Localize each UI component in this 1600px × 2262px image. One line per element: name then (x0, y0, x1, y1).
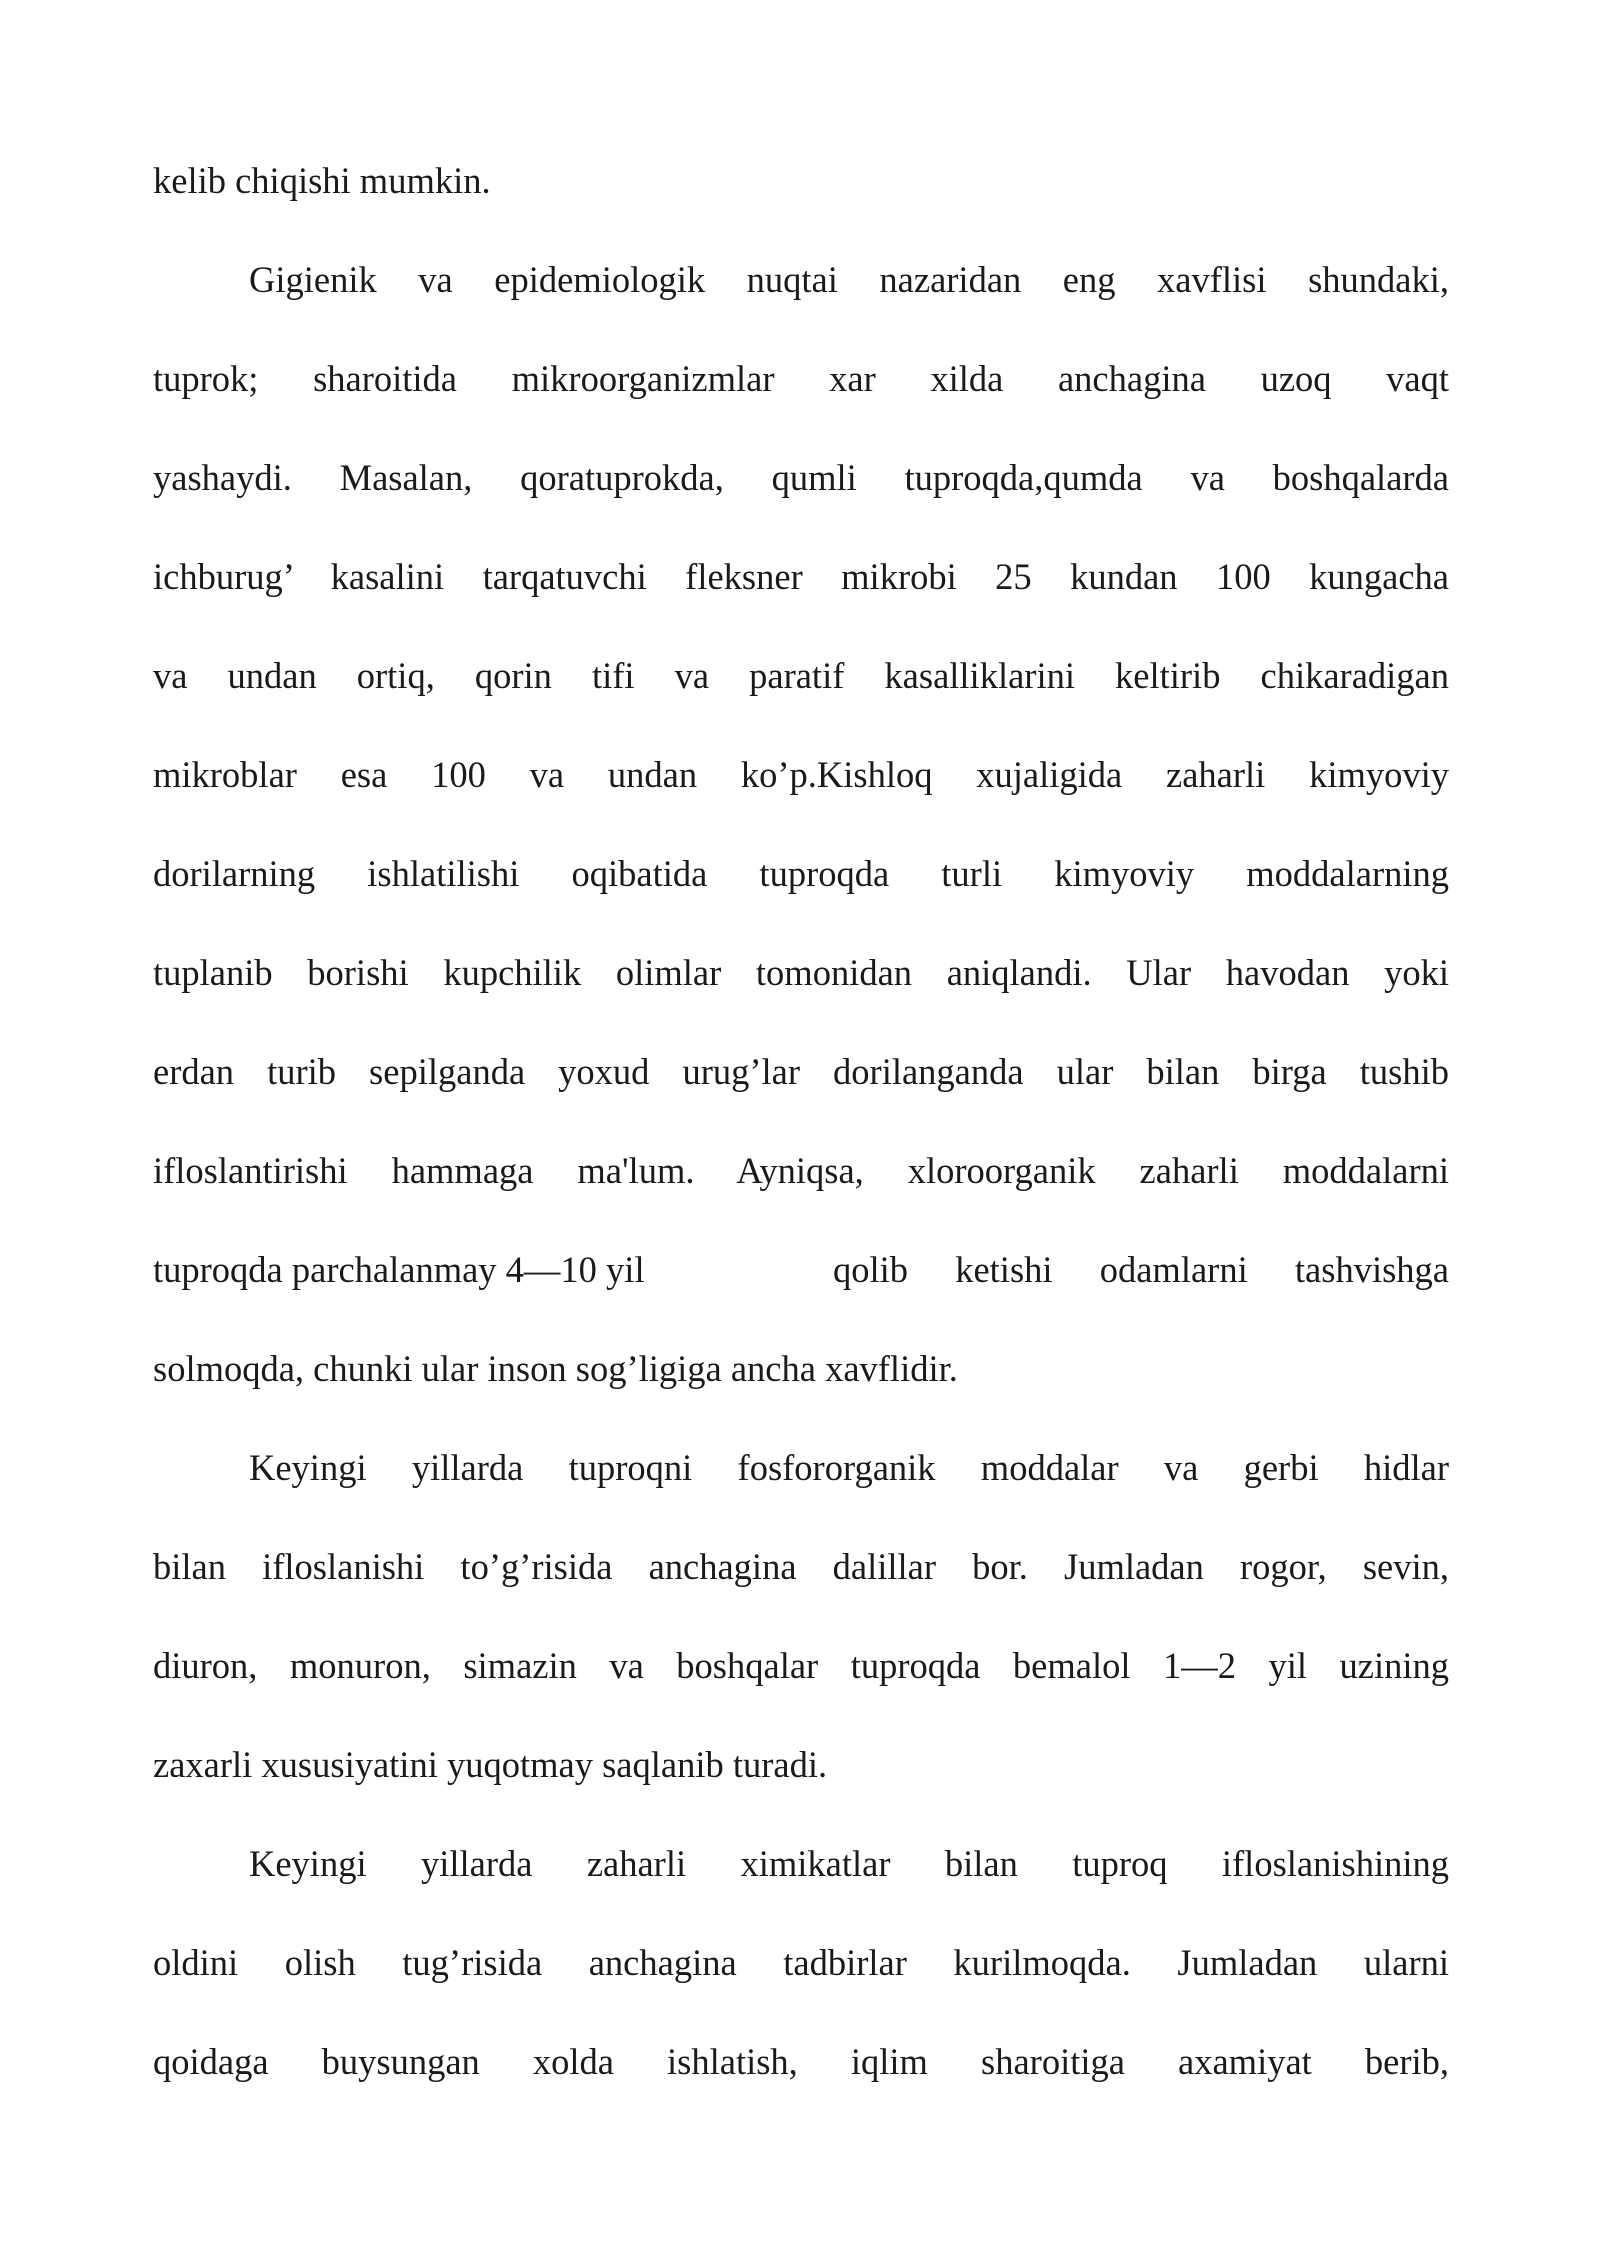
paragraph-first-line: Keyingi yillarda tuproqni fosfororganik moddalar va gerbi hidlar (249, 1447, 1449, 1488)
text-line: solmoqda, chunki ular inson sog’ligiga ancha xavflidir. (153, 1348, 958, 1389)
text-line: kelib chiqishi mumkin. (153, 160, 491, 201)
text-line-split (153, 1237, 1449, 1336)
paragraph-first-line: Keyingi yillarda zaharli ximikatlar bilan tuproq ifloslanishining (249, 1843, 1449, 1884)
text-line: zaxarli xususiyatini yuqotmay saqlanib turadi. (153, 1744, 828, 1785)
text-line: oldini olish tug’risida anchagina tadbirlar kurilmoqda. Jumladan ularni (153, 1942, 1449, 1983)
text-line: qoidaga buysungan xolda ishlatish, iqlim sharoitiga axamiyat berib, (153, 2041, 1449, 2082)
text-line: tuprok; sharoitida mikroorganizmlar xar xilda anchagina uzoq vaqt (153, 358, 1449, 399)
text-line: dorilarning ishlatilishi oqibatida tuproqda turli kimyoviy moddalarning (153, 853, 1449, 894)
text-line: bilan ifloslanishi to’g’risida anchagina dalillar bor. Jumladan rogor, sevin, (153, 1546, 1449, 1587)
text-line: diuron, monuron, simazin va boshqalar tuproqda bemalol 1—2 yil uzining (153, 1645, 1449, 1686)
body-text (153, 148, 1449, 2128)
paragraph-first-line: Gigienik va epidemiologik nuqtai nazaridan eng xavflisi shundaki, (249, 259, 1449, 300)
text-line: va undan ortiq, qorin tifi va paratif kasalliklarini keltirib chikaradigan (153, 655, 1449, 696)
text-line: erdan turib sepilganda yoxud urug’lar dorilanganda ular bilan birga tushib (153, 1051, 1449, 1092)
text-line: mikroblar esa 100 va undan ko’p.Kishloq xujaligida zaharli kimyoviy (153, 754, 1449, 795)
text-line: tuplanib borishi kupchilik olimlar tomonidan aniqlandi. Ular havodan yoki (153, 952, 1449, 993)
text-line-right-part: qolib ketishi odamlarni tashvishga (833, 1249, 1449, 1290)
text-line-left-part: tuproqda parchalanmay 4—10 yil (153, 1249, 645, 1290)
text-line: yashaydi. Masalan, qoratuprokda, qumli tuproqda,qumda va boshqalarda (153, 457, 1449, 498)
text-line: ichburug’ kasalini tarqatuvchi fleksner mikrobi 25 kundan 100 kungacha (153, 556, 1449, 597)
text-line: ifloslantirishi hammaga ma'lum. Ayniqsa, xloroorganik zaharli moddalarni (153, 1150, 1449, 1191)
